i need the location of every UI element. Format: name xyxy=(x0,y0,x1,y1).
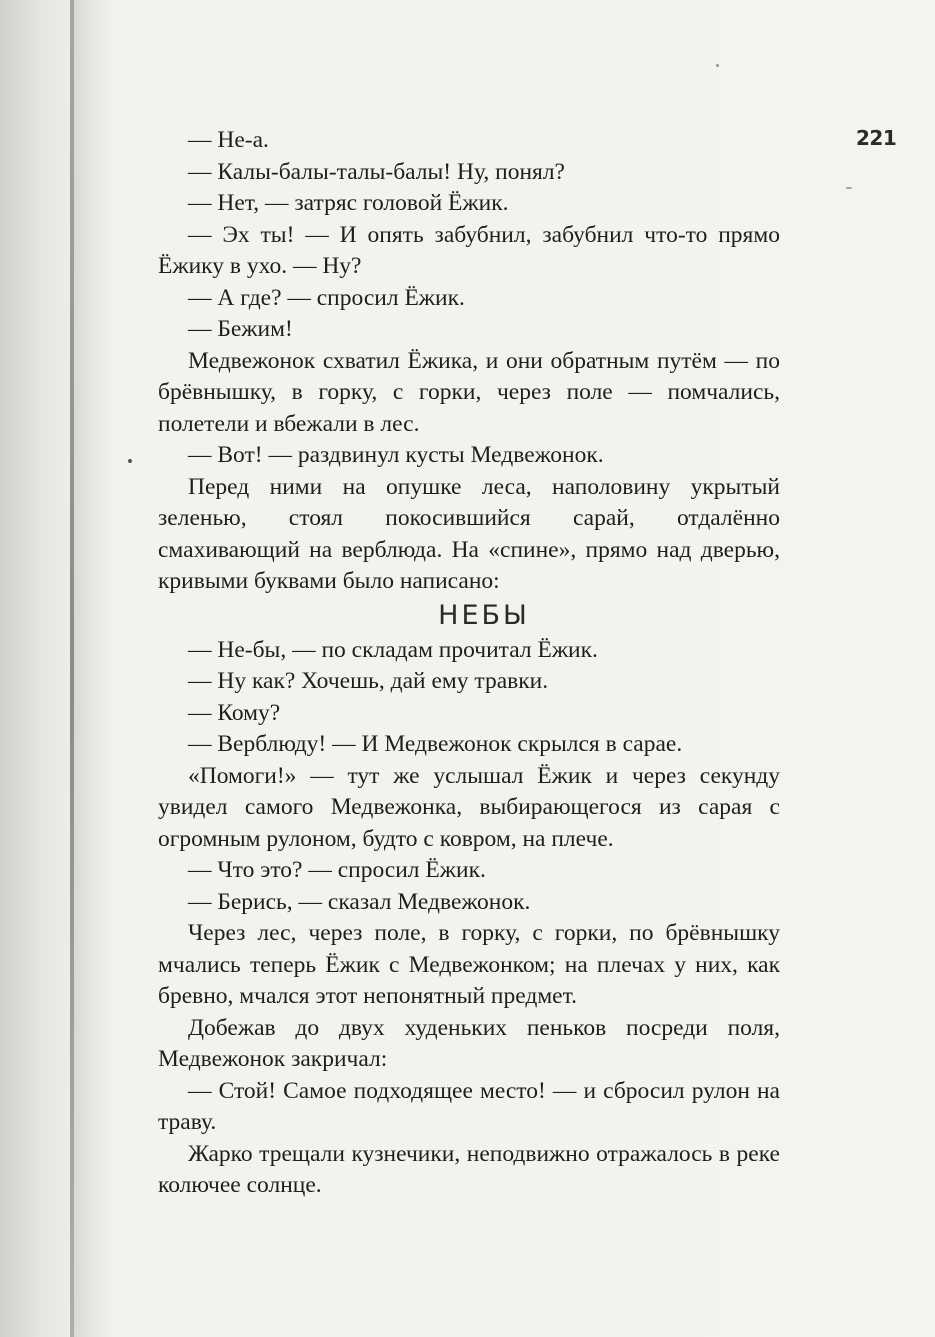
spine-shadow xyxy=(74,0,114,1337)
paragraph: «Помоги!» — тут же услышал Ёжик и через секунду увидел самого Медвежонка, выбирающегося из сарая с огромным рулоном, будто с ковром, на плече. xyxy=(158,762,780,852)
paragraph: Медвежонок схватил Ёжика, и они обратным путём — по брёвнышку, в горку, с горки, через поле — помчались, полетели и вбежали в лес. xyxy=(158,347,780,437)
paragraph: — А где? — спросил Ёжик. xyxy=(188,284,465,311)
paragraph: Перед ними на опушке леса, наполовину укрытый зеленью, стоял покосившийся сарай, отдалённо смахивающий на верблюда. На «спине», прямо над дверью, кривыми буквами было написано: xyxy=(158,473,780,594)
dust-speck xyxy=(846,187,852,189)
paragraph: Добежав до двух худеньких пеньков посреди поля, Медвежонок закричал: xyxy=(158,1014,780,1072)
body-text xyxy=(158,125,780,1202)
paragraph: — Нет, — затряс головой Ёжик. xyxy=(188,190,509,216)
dust-speck xyxy=(716,64,719,67)
paragraph: — Не-бы, — по складам прочитал Ёжик. xyxy=(188,636,598,663)
paragraph: — Верблюду! — И Медвежонок скрылся в сарае. xyxy=(188,731,683,757)
paragraph: — Стой! Самое подходящее место! — и сбросил рулон на траву. xyxy=(158,1077,780,1135)
paragraph: — Вот! — раздвинул кусты Медвежонок. xyxy=(188,442,604,468)
page-number: 221 xyxy=(856,126,897,150)
paragraph: — Кому? xyxy=(188,699,281,726)
paragraph: — Бежим! xyxy=(188,316,293,342)
paragraph: — Что это? — спросил Ёжик. xyxy=(188,857,486,883)
paragraph: — Ну как? Хочешь, дай ему травки. xyxy=(188,668,549,694)
dust-speck xyxy=(128,459,132,463)
barn-sign-text: НЕБЫ xyxy=(438,599,530,631)
paragraph: Через лес, через поле, в горку, с горки, по брёвнышку мчались теперь Ёжик с Медвежонком; на плечах у них, как бревно, мчался этот непонятный предмет. xyxy=(158,920,780,1009)
paragraph: Жарко трещали кузнечики, неподвижно отражалось в реке колючее солнце. xyxy=(158,1140,780,1198)
paragraph: — Не-а. xyxy=(188,127,269,153)
paragraph: — Берись, — сказал Медвежонок. xyxy=(188,888,531,915)
paragraph: — Эх ты! — И опять забубнил, забубнил что-то прямо Ёжику в ухо. — Ну? xyxy=(158,221,780,279)
paragraph: — Калы-балы-талы-балы! Ну, понял? xyxy=(188,158,565,185)
